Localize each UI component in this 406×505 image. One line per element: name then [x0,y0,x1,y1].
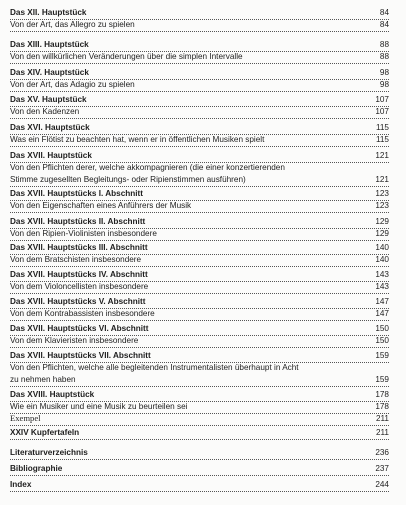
toc-entry [10,173,389,187]
toc-page-number: 98 [379,68,389,77]
toc-label: XXIV Kupfertafeln [10,428,80,437]
toc-page-number: 147 [375,309,389,318]
toc-label: Von den Ripien-Violinisten insbesondere [10,229,157,238]
toc-label: Das XIII. Hauptstück [10,40,89,49]
toc-label: Von dem Bratschisten insbesondere [10,255,142,264]
toc-label: Das XV. Hauptstück [10,95,87,104]
toc-label: Von dem Violoncellisten insbesondere [10,282,149,291]
toc-label: zu nehmen haben [10,375,76,384]
toc-label: Stimme zugesellten Begleitungs- oder Ripienstimmen ausführen) [10,175,246,184]
toc-page-number: 159 [375,351,389,360]
toc-entry [10,105,389,119]
toc-entry [10,50,389,64]
toc-page-number: 115 [375,135,389,144]
toc-heading [10,462,389,476]
toc-page-number: 129 [375,217,389,226]
toc-page-number: 147 [375,297,389,306]
toc-entry [10,412,389,426]
toc-heading [10,478,389,492]
toc-label: Das XVII. Hauptstücks VI. Abschnitt [10,324,149,333]
toc-label: Von den Eigenschaften eines Anführers der Musik [10,201,192,210]
toc-label: Exempel [10,413,41,423]
toc-label: Bibliographie [10,464,63,473]
toc-label: Das XVII. Hauptstücks V. Abschnitt [10,297,146,306]
toc-page-number: 236 [375,448,389,457]
toc-label: Von der Art, das Adagio zu spielen [10,80,135,89]
toc-page-number: 140 [375,243,389,252]
toc-label: Von dem Klavieristen insbesondere [10,336,139,345]
toc-label: Index [10,480,32,489]
toc-label: Das XII. Hauptstück [10,8,87,17]
toc-page-number: 159 [375,375,389,384]
toc-label: Das XIV. Hauptstück [10,68,89,77]
toc-page-number: 140 [375,255,389,264]
toc-label: Das XVIII. Hauptstück [10,390,95,399]
toc-label: Von dem Kontrabassisten insbesondere [10,309,155,318]
toc-page-number: 244 [375,480,389,489]
toc-entry [10,307,389,321]
toc-page-number: 98 [379,80,389,89]
toc-page-number: 237 [375,464,389,473]
toc-page-number: 88 [379,52,389,61]
toc-label: Von den Pflichten derer, welche akkompagnieren (die einer konzertierenden [10,163,285,172]
toc-label: Von den willkürlichen Veränderungen über die simplen Intervalle [10,52,243,61]
toc-heading [10,426,389,440]
toc-entry [10,133,389,147]
toc-page-number: 150 [375,324,389,333]
toc-page-number: 178 [375,402,389,411]
toc-page-number: 143 [375,270,389,279]
toc-page-number: 121 [375,151,389,160]
toc-label: Von den Kadenzen [10,107,80,116]
toc-page-number: 84 [379,8,389,17]
toc-page-number: 211 [375,428,389,437]
toc-page-number: 107 [375,107,389,116]
toc-label: Von der Art, das Allegro zu spielen [10,20,135,29]
toc-page-number: 121 [375,175,389,184]
toc-entry [10,334,389,348]
toc-entry [10,373,389,387]
toc-page-number: 84 [379,20,389,29]
toc-page-number: 129 [375,229,389,238]
toc-label: Was ein Flötist zu beachten hat, wenn er in öffentlichen Musiken spielt [10,135,265,144]
toc-page-number: 178 [375,390,389,399]
toc-page-number: 123 [375,189,389,198]
toc-label: Das XVII. Hauptstücks III. Abschnitt [10,243,148,252]
toc-label: Wie ein Musiker und eine Musik zu beurteilen sei [10,402,188,411]
toc-entry [10,280,389,294]
toc-entry [10,78,389,92]
toc-page-number: 150 [375,336,389,345]
toc-entry [10,199,389,213]
toc-heading [10,446,389,460]
toc-label: Das XVII. Hauptstücks VII. Abschnitt [10,351,151,360]
toc-entry [10,227,389,241]
toc-page-number: 143 [375,282,389,291]
toc-label: Das XVII. Hauptstücks II. Abschnitt [10,217,146,226]
toc-page-number: 123 [375,201,389,210]
toc-page-number: 88 [379,40,389,49]
toc-label: Das XVII. Hauptstücks IV. Abschnitt [10,270,148,279]
toc-label: Das XVII. Hauptstück [10,151,92,160]
toc-page-number: 107 [375,95,389,104]
toc-label: Das XVI. Hauptstück [10,123,90,132]
toc-label: Das XVII. Hauptstücks I. Abschnitt [10,189,143,198]
toc-entry [10,253,389,267]
toc-page-number: 115 [375,123,389,132]
toc-entry [10,18,389,32]
toc-page-number: 211 [375,414,389,423]
toc-label: Von den Pflichten, welche alle begleitenden Instrumentalisten überhaupt in Acht [10,363,299,372]
toc-label: Literaturverzeichnis [10,448,88,457]
